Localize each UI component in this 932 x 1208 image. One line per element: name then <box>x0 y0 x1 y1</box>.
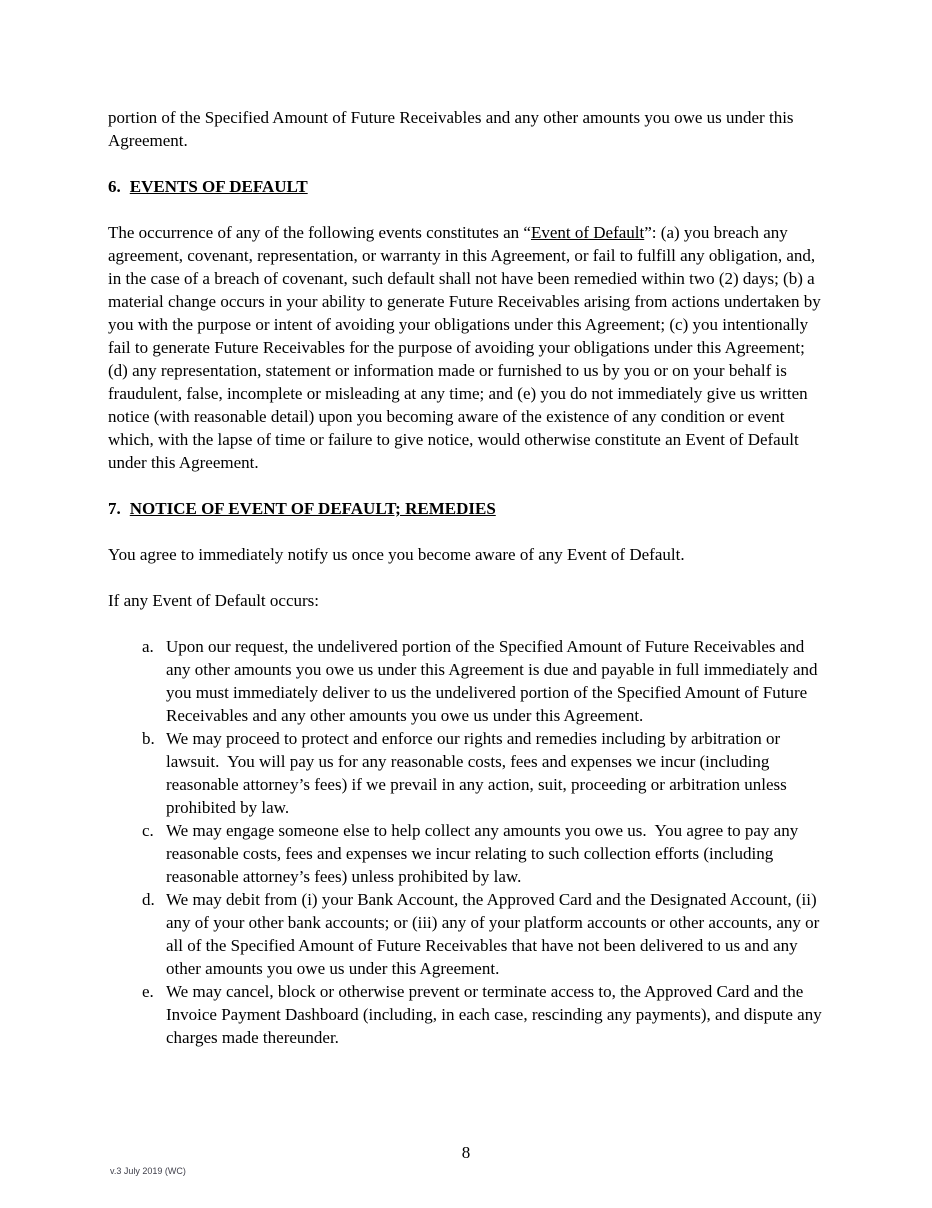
list-marker: b. <box>142 729 155 748</box>
list-item-text: We may engage someone else to help collect any amounts you owe us. You agree to pay any reasonable costs, fees and expenses we incur relating to such collection efforts (including reasonable attorney’s fees) unless prohibited by law. <box>166 821 803 886</box>
notify-paragraph: You agree to immediately notify us once you become aware of any Event of Default. <box>108 545 685 564</box>
list-item-a <box>142 635 824 727</box>
list-item-text: Upon our request, the undelivered portion of the Specified Amount of Future Receivables and any other amounts you owe us under this Agreement is due and payable in full immediately and you must immediately deliver to us the undelivered portion of the Specified Amount of Future Receivables and any other amounts you owe us under this Agreement. <box>166 637 822 725</box>
section-number: 6. <box>108 177 121 196</box>
list-marker: a. <box>142 637 154 656</box>
list-item-b <box>142 727 824 819</box>
list-marker: c. <box>142 821 154 840</box>
document-body <box>108 106 824 1049</box>
list-item-e <box>142 980 826 1049</box>
list-item-text: We may proceed to protect and enforce our rights and remedies including by arbitration or lawsuit. You will pay us for any reasonable costs, fees and expenses we incur (including reasonable attorney’s fees) if we prevail in any action, suit, proceeding or arbitration unless prohibited by law. <box>166 729 792 817</box>
list-marker: d. <box>142 890 155 909</box>
intro-paragraph: portion of the Specified Amount of Future Receivables and any other amounts you owe us under this Agreement. <box>108 108 797 150</box>
list-item-text: We may debit from (i) your Bank Account, the Approved Card and the Designated Account, (ii) any of your other bank accounts; or (iii) any of your platform accounts or other accounts, any or all of the Specified Amount of Future Receivables that have not been delivered to us and any other amounts you owe us under this Agreement. <box>166 890 824 978</box>
list-item-c <box>142 819 824 888</box>
list-item-d <box>142 888 824 980</box>
defined-term-event-of-default: Event of Default <box>530 223 645 242</box>
paragraph-text-before: The occurrence of any of the following events constitutes an “ <box>108 223 531 242</box>
list-marker: e. <box>142 982 154 1001</box>
section-number: 7. <box>108 499 121 518</box>
section-heading-events-of-default <box>108 175 824 198</box>
paragraph-text-after: ”: (a) you breach any agreement, covenant, representation, or warranty in this Agreement, or fail to fulfill any obligation, and, in the case of a breach of covenant, such default shall not have been remedied within two (2) days; (b) a material change occurs in your ability to generate Future Receivables arising from actions undertaken by you with the purpose or intent of avoiding your obligations under this Agreement; (c) you intentionally fail to generate Future Receivables for the purpose of avoiding your obligations under this Agreement; (d) any representation, statement or information made or furnished to us by you or on your behalf is fraudulent, false, incomplete or misleading at any time; and (e) you do not immediately give us written notice (with reasonable detail) upon you becoming aware of the existence of any condition or event which, with the lapse of time or failure to give notice, would otherwise constitute an Event of Default under this Agreement. <box>108 223 821 472</box>
section-title: EVENTS OF DEFAULT <box>129 177 308 196</box>
section-heading-notice-of-event-of-default <box>108 497 824 520</box>
page-number: 8 <box>461 1143 471 1162</box>
remedies-list <box>108 635 824 1049</box>
section-title: NOTICE OF EVENT OF DEFAULT; REMEDIES <box>129 499 496 518</box>
list-item-text: We may cancel, block or otherwise prevent or terminate access to, the Approved Card and the Invoice Payment Dashboard (including, in each case, rescinding any payments), and dispute any charges made thereunder. <box>166 982 826 1047</box>
if-default-occurs-paragraph: If any Event of Default occurs: <box>108 591 319 610</box>
events-of-default-paragraph <box>108 221 824 474</box>
version-note: v.3 July 2019 (WC) <box>110 1166 186 1176</box>
